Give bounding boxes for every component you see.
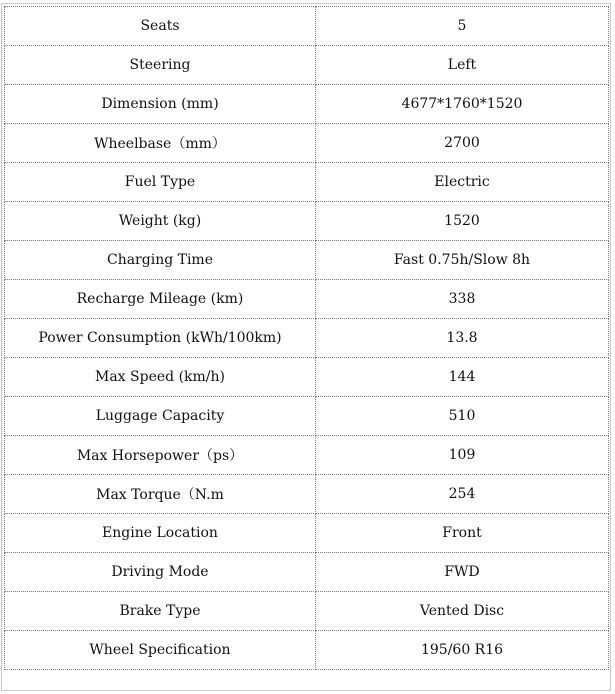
table-row bbox=[5, 631, 609, 670]
spec-label: Wheel Specification bbox=[5, 631, 316, 670]
spec-value: Left bbox=[316, 46, 609, 85]
spec-label: Wheelbase（mm） bbox=[5, 124, 316, 163]
spec-value: 195/60 R16 bbox=[316, 631, 609, 670]
spec-value: Vented Disc bbox=[316, 592, 609, 631]
table-row bbox=[5, 514, 609, 553]
spec-label: Seats bbox=[5, 7, 316, 46]
spec-value: 109 bbox=[316, 436, 609, 475]
spec-table bbox=[4, 6, 609, 670]
table-row bbox=[5, 475, 609, 514]
table-row bbox=[5, 85, 609, 124]
table-row bbox=[5, 436, 609, 475]
table-row bbox=[5, 553, 609, 592]
spec-label: Power Consumption (kWh/100km) bbox=[5, 319, 316, 358]
table-row bbox=[5, 46, 609, 85]
spec-label: Weight (kg) bbox=[5, 202, 316, 241]
spec-label: Luggage Capacity bbox=[5, 397, 316, 436]
table-row bbox=[5, 202, 609, 241]
spec-label: Max Horsepower（ps） bbox=[5, 436, 316, 475]
table-row bbox=[5, 241, 609, 280]
spec-value: 510 bbox=[316, 397, 609, 436]
spec-label: Charging Time bbox=[5, 241, 316, 280]
spec-label: Recharge Mileage (km) bbox=[5, 280, 316, 319]
spec-value: 13.8 bbox=[316, 319, 609, 358]
spec-label: Brake Type bbox=[5, 592, 316, 631]
spec-label: Max Torque（N.m bbox=[5, 475, 316, 514]
spec-value: 338 bbox=[316, 280, 609, 319]
table-row bbox=[5, 358, 609, 397]
spec-value: 5 bbox=[316, 7, 609, 46]
spec-value: 254 bbox=[316, 475, 609, 514]
spec-value: Fast 0.75h/Slow 8h bbox=[316, 241, 609, 280]
table-row bbox=[5, 319, 609, 358]
table-row bbox=[5, 124, 609, 163]
spec-value: 2700 bbox=[316, 124, 609, 163]
spec-label: Engine Location bbox=[5, 514, 316, 553]
table-row bbox=[5, 163, 609, 202]
spec-label: Driving Mode bbox=[5, 553, 316, 592]
table-row bbox=[5, 397, 609, 436]
table-row bbox=[5, 280, 609, 319]
spec-label: Dimension (mm) bbox=[5, 85, 316, 124]
table-row bbox=[5, 7, 609, 46]
spec-value: 144 bbox=[316, 358, 609, 397]
spec-table-body bbox=[5, 7, 609, 670]
spec-label: Steering bbox=[5, 46, 316, 85]
spec-value: Front bbox=[316, 514, 609, 553]
spec-value: Electric bbox=[316, 163, 609, 202]
spec-label: Max Speed (km/h) bbox=[5, 358, 316, 397]
spec-value: 1520 bbox=[316, 202, 609, 241]
spec-value: FWD bbox=[316, 553, 609, 592]
spec-label: Fuel Type bbox=[5, 163, 316, 202]
spec-value: 4677*1760*1520 bbox=[316, 85, 609, 124]
table-row bbox=[5, 592, 609, 631]
